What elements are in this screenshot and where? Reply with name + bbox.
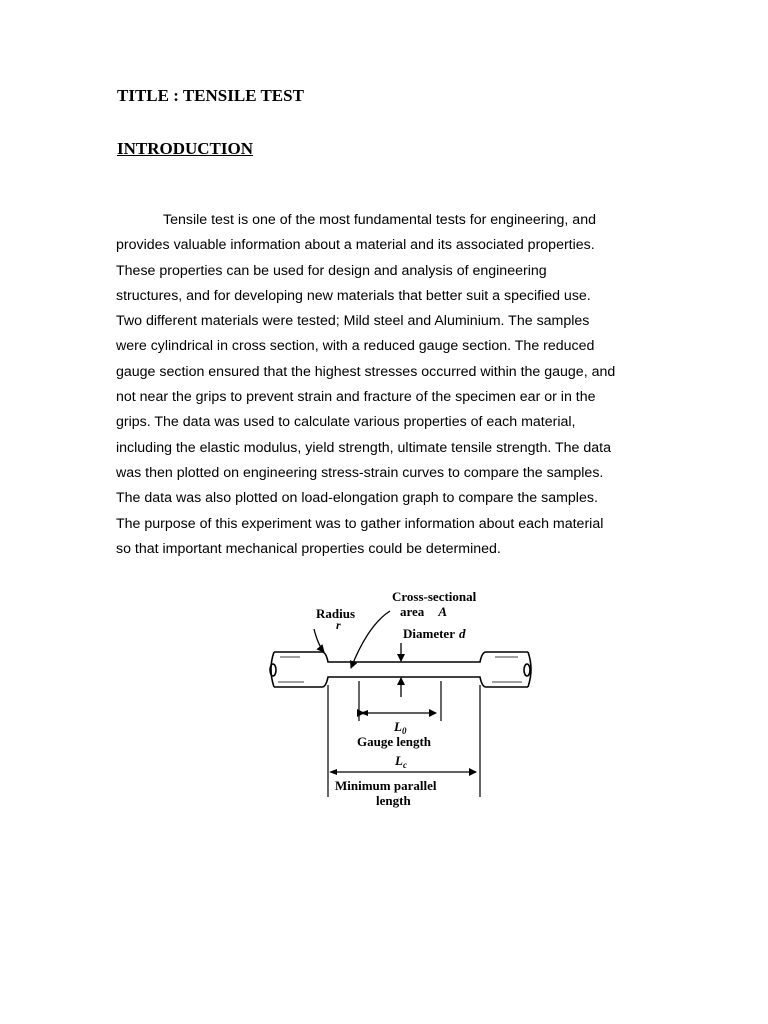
paragraph-line: gauge section ensured that the highest stresses occurred within the gauge, and [116, 363, 616, 380]
paragraph-line: These properties can be used for design and analysis of engineering [116, 262, 547, 279]
parallel-length-label-line1: Minimum parallel [335, 778, 437, 793]
radius-label: Radius [316, 606, 356, 621]
parallel-length-label-line2: length [376, 793, 411, 808]
paragraph-line: Tensile test is one of the most fundamental tests for engineering, and [163, 212, 596, 228]
paragraph-line: were cylindrical in cross section, with a reduced gauge section. The reduced [116, 338, 595, 355]
gauge-symbol: $L_0$ [394, 719, 407, 736]
paragraph-line: structures, and for developing new materials that better suit a specified use. [116, 287, 591, 304]
paragraph-line: Two different materials were tested; Mild steel and Aluminium. The samples [116, 313, 590, 330]
section-heading-introduction: INTRODUCTION [117, 139, 254, 158]
diameter-label: Diameter d [403, 626, 466, 641]
document-title: TITLE : TENSILE TEST [117, 86, 304, 105]
paragraph-line: including the elastic modulus, yield strength, ultimate tensile strength. The data [116, 439, 612, 456]
paragraph-line: not near the grips to prevent strain and fracture of the specimen ear or in the [116, 389, 596, 406]
radius-symbol: r [336, 618, 341, 632]
parallel-symbol: $L_c$ [395, 753, 407, 770]
parallel-arrow-left [329, 769, 337, 775]
specimen-hatching [278, 657, 522, 682]
gauge-arrow-left [360, 710, 368, 716]
paragraph-line: The data was also plotted on load-elongation graph to compare the samples. [116, 490, 598, 507]
paragraph-line: was then plotted on engineering stress-strain curves to compare the samples. [116, 464, 604, 481]
radius-leader-arrow [314, 629, 324, 652]
area-leader-arrow [351, 611, 390, 668]
tensile-specimen-diagram [260, 585, 540, 815]
paragraph-line: provides valuable information about a material and its associated properties. [116, 237, 595, 254]
gauge-length-label: Gauge length [357, 734, 432, 749]
area-label: area A [400, 604, 447, 619]
paragraph-line: so that important mechanical properties could be determined. [116, 540, 501, 557]
paragraph-line: grips. The data was used to calculate various properties of each material, [116, 414, 576, 431]
paragraph-line: The purpose of this experiment was to gather information about each material [116, 515, 604, 532]
cross-sectional-label: Cross-sectional [392, 589, 477, 604]
introduction-paragraph [116, 208, 656, 562]
